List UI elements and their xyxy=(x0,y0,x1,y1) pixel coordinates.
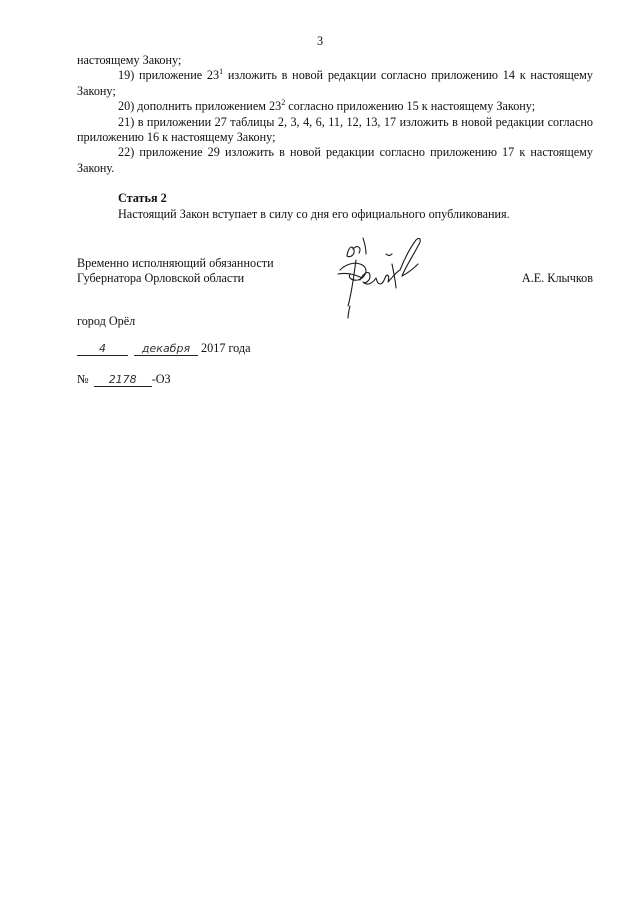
signer-title-line-1: Временно исполняющий обязанности xyxy=(77,256,274,270)
signing-date xyxy=(77,341,251,356)
date-year: 2017 года xyxy=(201,341,251,355)
city: город Орёл xyxy=(77,314,136,328)
article-title: Статья 2 xyxy=(118,191,167,206)
paragraph-continuation: настоящему Закону; xyxy=(77,53,182,67)
handwritten-signature xyxy=(330,234,426,320)
item-19-text-end: изложить в новой редакции согласно приложению 14 к настоящему Закону; xyxy=(77,68,593,98)
article-text: Настоящий Закон вступает в силу со дня его официального опубликования. xyxy=(118,206,510,221)
item-20-superscript: 2 xyxy=(281,98,286,108)
law-number xyxy=(77,372,171,387)
item-20-text: 20) дополнить приложением 23 xyxy=(118,99,282,114)
item-19-text: 19) приложение 23 xyxy=(118,68,220,83)
paragraph-item-20 xyxy=(77,99,593,114)
item-19-superscript: 1 xyxy=(219,67,224,77)
page-number: 3 xyxy=(316,34,324,48)
law-text xyxy=(77,53,593,222)
paragraph-item-22: 22) приложение 29 изложить в новой редакции согласно приложению 17 к настоящему Закону. xyxy=(77,145,593,175)
date-day: 4 xyxy=(77,342,128,356)
number-value: 2178 xyxy=(94,373,152,387)
paragraph-item-19 xyxy=(77,68,593,99)
number-suffix: -ОЗ xyxy=(151,372,171,386)
signer-name: А.Е. Клычков xyxy=(521,271,593,285)
item-20-text-end: согласно приложению 15 к настоящему Закону; xyxy=(285,99,536,114)
date-month: декабря xyxy=(134,342,198,356)
paragraph-item-21: 21) в приложении 27 таблицы 2, 3, 4, 6, 11, 12, 13, 17 изложить в новой редакции согласно приложению 16 к настоящему Закону; xyxy=(77,114,593,145)
signer-title-line-2: Губернатора Орловской области xyxy=(77,271,245,286)
number-sign: № xyxy=(77,372,89,386)
